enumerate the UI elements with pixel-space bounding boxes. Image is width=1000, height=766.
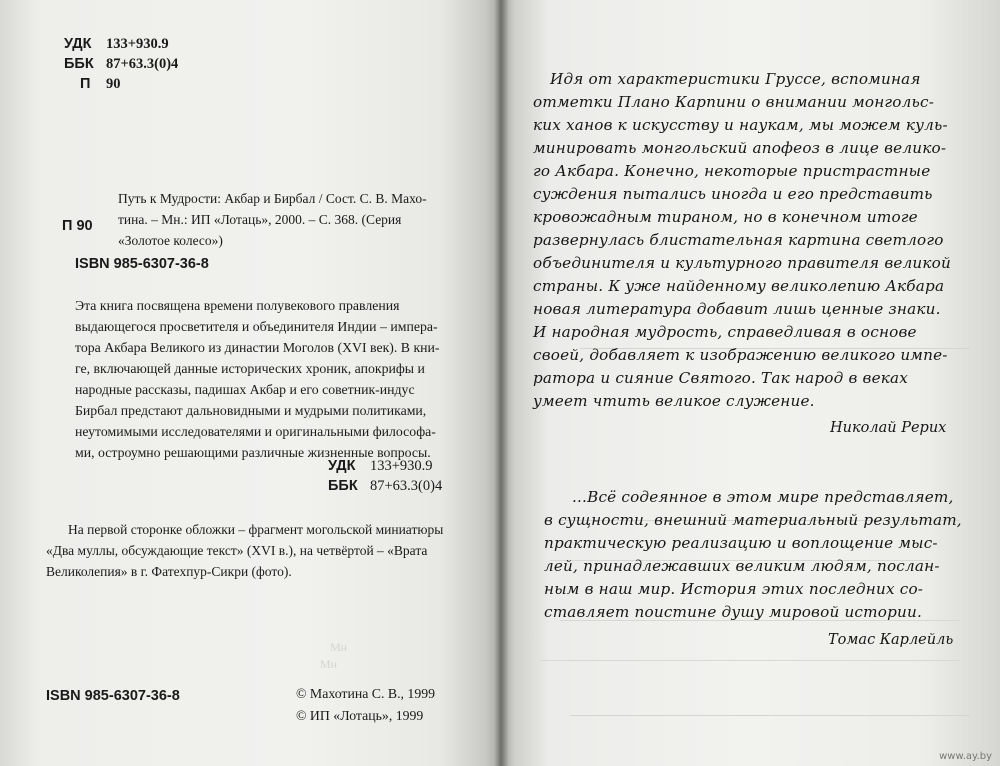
- show-through-text: Мн: [320, 657, 338, 671]
- epigraph-line: умеет чтить великое служение.: [533, 392, 815, 410]
- isbn-entry: ISBN 985-6307-36-8: [75, 256, 209, 272]
- epigraph-line: ставляет поистине душу мировой истории.: [544, 603, 922, 621]
- epigraph-line: отметки Плано Карпини о внимании монгольс-: [533, 93, 935, 111]
- epigraph-line: го Акбара. Конечно, некоторые пристрастные: [533, 162, 931, 180]
- copyright-line: © Махотина С. В., 1999: [296, 686, 436, 701]
- description-line: тора Акбара Великого из династии Моголов (XVI век). В кни-: [75, 340, 440, 355]
- udk-value: 133+930.9: [106, 36, 169, 52]
- epigraph-line: минировать монгольский апофеоз в лице велико-: [533, 139, 947, 157]
- p-label: П: [80, 76, 91, 92]
- watermark: www.ay.by: [939, 751, 992, 762]
- library-entry-line: тина. – Мн.: ИП «Лотаць», 2000. – С. 368. (Серия: [118, 212, 402, 227]
- description-line: народные рассказы, падишах Акбар и его советник-индус: [75, 382, 415, 397]
- bbk-value: 87+63.3(0)4: [370, 478, 443, 494]
- cover-note-line: Великолепия» в г. Фатехпур-Сикри (фото).: [46, 564, 292, 579]
- p-value: 90: [106, 76, 121, 92]
- epigraph-line: развернулась блистательная картина светлого: [533, 231, 944, 249]
- epigraph-line: кровожадным тираном, но в конечном итоге: [533, 208, 918, 226]
- description-line: Бирбал предстают дальновидными и мудрыми политиками,: [75, 403, 427, 418]
- bbk-label: ББК: [328, 478, 358, 494]
- copyright-line: © ИП «Лотаць», 1999: [296, 708, 424, 723]
- book-gutter: [494, 0, 508, 766]
- epigraph-line: объединителя и культурного правителя великой: [533, 254, 952, 272]
- description-line: ге, включающей данные исторических хроник, апокрифы и: [75, 361, 425, 376]
- udk-label: УДК: [328, 458, 356, 474]
- isbn-bottom: ISBN 985-6307-36-8: [46, 688, 180, 704]
- description-line: ми, остроумно решающими различные жизненные вопросы.: [75, 445, 431, 460]
- epigraph-line: новая литература добавит лишь ценные знаки.: [533, 300, 941, 318]
- epigraph-line: ких ханов к искусству и наукам, мы можем куль-: [533, 116, 948, 134]
- description-line: Эта книга посвящена времени полувекового правления: [75, 298, 400, 313]
- epigraph-line: практическую реализацию и воплощение мыс-: [544, 534, 938, 552]
- bbk-label: ББК: [64, 56, 94, 72]
- author-rerikh: Николай Рерих: [830, 420, 947, 436]
- epigraph-line: ратора и сияние Святого. Так народ в веках: [533, 369, 909, 387]
- epigraph-line: ...Всё содеянное в этом мире представляет,: [572, 488, 954, 506]
- author-carlyle: Томас Карлейль: [828, 632, 954, 648]
- epigraph-line: своей, добавляет к изображению великого импе-: [533, 346, 948, 364]
- udk-value: 133+930.9: [370, 458, 433, 474]
- p90-mark: П 90: [62, 218, 93, 234]
- epigraph-line: ным в наш мир. История этих последних со-: [544, 580, 924, 598]
- description-line: неутомимыми исследователями и оригинальными философа-: [75, 424, 436, 439]
- udk-label: УДК: [64, 36, 92, 52]
- library-entry-line: «Золотое колесо»): [118, 233, 223, 248]
- epigraph-line: страны. К уже найденному великолепию Акбара: [533, 277, 945, 295]
- right-page: [500, 0, 1000, 766]
- epigraph-line: И народная мудрость, справедливая в основе: [533, 323, 917, 341]
- epigraph-line: в сущности, внешний материальный результат,: [544, 511, 962, 529]
- show-through-text: Мн: [330, 640, 348, 654]
- epigraph-line: лей, принадлежавших великим людям, послан-: [544, 557, 940, 575]
- epigraph-line: суждения пытались иногда и его представить: [533, 185, 933, 203]
- bbk-value: 87+63.3(0)4: [106, 56, 179, 72]
- epigraph-line: Идя от характеристики Груссе, вспоминая: [550, 70, 921, 88]
- library-entry-line: Путь к Мудрости: Акбар и Бирбал / Сост. С. В. Махо-: [118, 191, 427, 206]
- cover-note-line: «Два муллы, обсуждающие текст» (XVI в.), на четвёртой – «Врата: [46, 543, 428, 558]
- description-line: выдающегося просветителя и объединителя Индии – импера-: [75, 319, 438, 334]
- cover-note-line: На первой сторонке обложки – фрагмент могольской миниатюры: [68, 522, 444, 537]
